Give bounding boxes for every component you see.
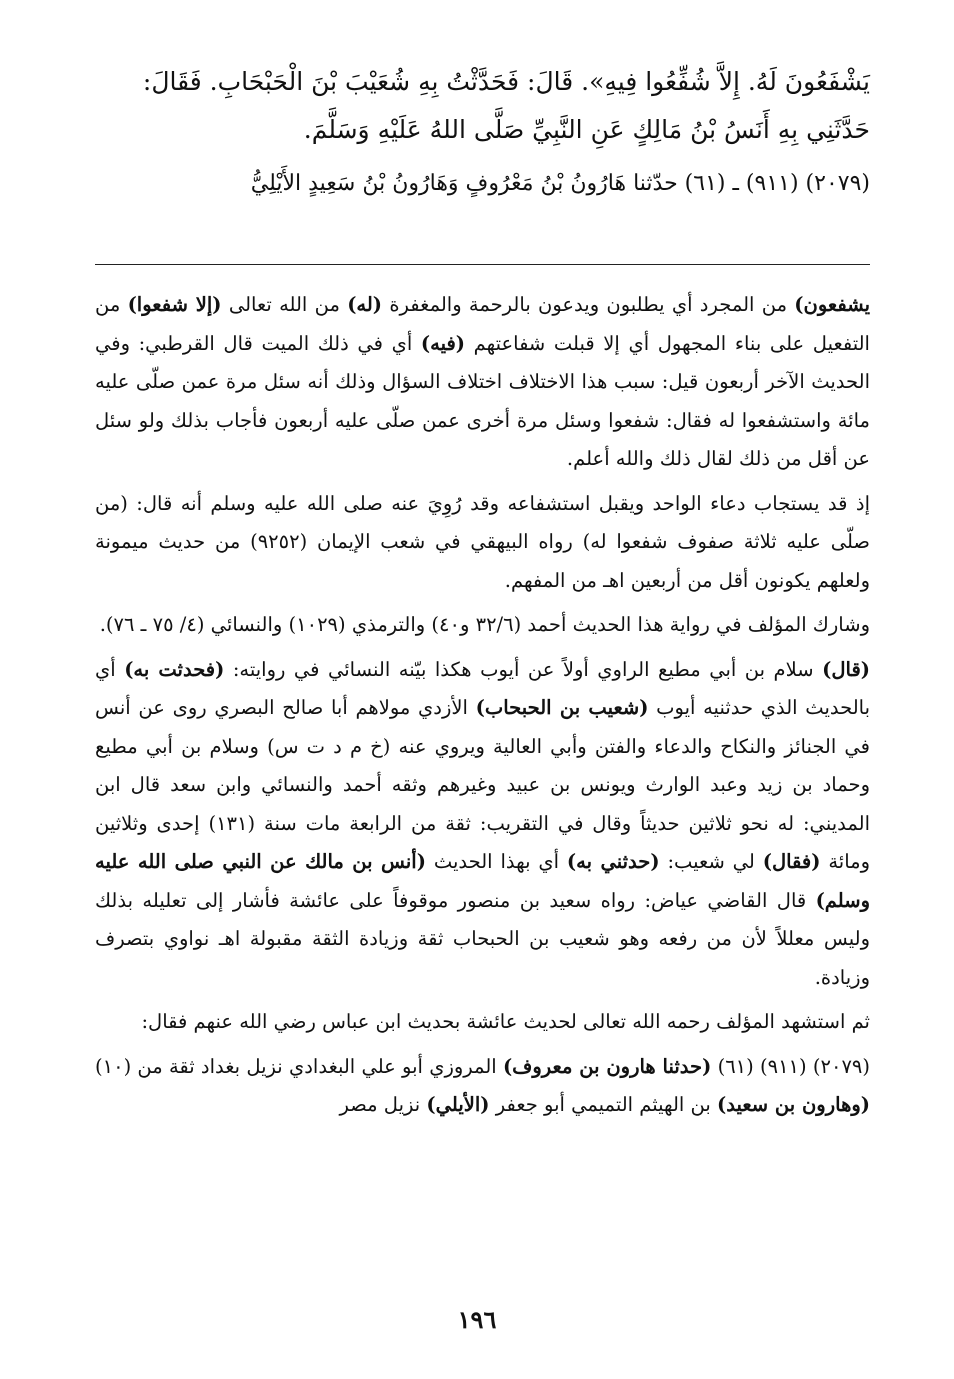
book-page [95,58,870,1348]
bold-term: (حدثنا هارون بن معروف) [502,1054,712,1078]
bold-term: (الأيلي) [426,1093,490,1116]
commentary-text: ثم استشهد المؤلف رحمه الله تعالى لحديث عائشة بحديث ابن عباس رضي الله عنهم فقال: [141,1010,870,1033]
commentary-text: من التفعيل على بناء المجهول أي إلا قبلت شفاعتهم [95,293,870,355]
commentary-text: نزيل مصر [339,1093,427,1116]
commentary-text: أي في ذلك الميت قال القرطبي: وفي الحديث الآخر أربعون قيل: سبب هذا الاختلاف اختلاف السؤال وذلك أنه سئل مرة عمن صلّى عليه مائة واستشفعوا له فقال: شفعوا وسئل مرة أخرى عمن صلّى عليه أربعون فأجاب بذلك ولو سئل عن أقل من ذلك لقال ذلك والله أعلم. [95,331,870,470]
bold-term: (وهارون بن سعيد) [717,1093,870,1116]
bold-term: (فقال) [762,850,821,873]
commentary-text: من الله تعالى [221,293,348,316]
commentary-text: من المجرد أي يطلبون ويدعون بالرحمة والمغفرة [382,293,795,316]
bold-term: (حدثني به) [566,850,660,873]
hadith-line-1: يَشْفَعُونَ لَهُ. إِلاَّ شُفِّعُوا فِيهِ». قَالَ: فَحَدَّثْتُ بِهِ شُعَيْبَ بْنَ الْحَبْحَابِ. فَقَالَ: [142,67,870,96]
commentary-text: أي بهذا الحديث [425,850,567,873]
commentary-text: قال القاضي عياض: رواه سعيد بن منصور موقوفاً على عائشة فأشار إلى تعليله بذلك وليس معللاً لأن من رفعه وهو شعيب بن الحبحاب ثقة وزيادة الثقة مقبولة اهـ نواوي بتصرف وزيادة. [95,888,870,989]
hadith-line-3: (٢٠٧٩) (٩١١) ـ (٦١) حدّثنا هَارُونُ بْنُ مَعْرُوفٍ وَهَارُونُ بْنُ سَعِيدٍ الأَيْلِيُّ [250,171,870,196]
hadith-text [95,58,870,208]
commentary-paragraph [95,1003,870,1042]
commentary-text: لي شعيب: [659,850,763,873]
bold-term: (فيه) [420,331,466,355]
bold-term: (أنس بن مالك عن النبي صلى الله عليه وسلم) [95,850,870,912]
commentary-text: أي بالحديث الذي حدثنيه أيوب [95,657,870,719]
page-number: ١٩٦ [457,1305,497,1334]
bold-term: (فحدثت به) [124,657,225,681]
bold-term: يشفعون) [794,293,871,316]
bold-term: (إلا شفعوا) [127,293,222,316]
commentary-paragraph [95,651,870,998]
commentary-paragraph [95,606,870,645]
commentary-text: وشارك المؤلف في رواية هذا الحديث أحمد (٣٢/٦ و٤٠) والترمذي (١٠٢٩) والنسائي (٤/ ٧٥ ـ ٧٦). [99,613,870,636]
bold-term: (شعيب بن الحبحاب) [475,696,649,719]
commentary-text: المروزي أبو علي البغدادي نزيل بغداد ثقة من (١٠) [95,1054,503,1078]
commentary-text: إذ قد يستجاب دعاء الواحد ويقبل استشفاعه وقد رُوِيَ عنه صلى الله عليه وسلم أنه قال: (من صلّى عليه ثلاثة صفوف شفعوا له) رواه البيهقي في شعب الإيمان (٩٢٥٢) من حديث ميمونة ولعلهم يكونون أقل من أربعين اهـ من المفهم. [95,491,870,592]
commentary-paragraph [95,485,870,601]
bold-term: (قال) [822,657,870,681]
commentary-text: الأزدي مولاهم أبا صالح البصري روى عن أنس في الجنائز والنكاح والدعاء والفتن وأبي العالية ويروي عنه (خ م د ت س) وسلام بن أبي مطيع وحماد بن زيد وعبد الوارث ويونس بن عبيد وغيرهم وثقه أحمد والنسائي وابن سعد قال ابن المديني: له نحو ثلاثين حديثاً وقال في التقريب: ثقة من الرابعة مات سنة (١٣١) إحدى وثلاثين ومائة [95,696,871,873]
commentary-text: بن الهيثم التميمي أبو جعفر [489,1093,718,1116]
separator-line [95,264,870,265]
commentary-paragraph [95,1048,870,1125]
hadith-line-2: حَدَّثَنِي بِهِ أَنَسُ بْنُ مَالِكٍ عَنِ النَّبِيِّ صَلَّى اللهُ عَلَيْهِ وَسَلَّمَ. [303,115,870,144]
commentary-paragraph [95,286,870,479]
commentary [95,286,870,1131]
commentary-text: (٢٠٧٩) (٩١١) (٦١) [711,1054,871,1078]
commentary-text: سلام بن أبي مطيع الراوي أولاً عن أيوب هكذا بيّنه النسائي في روايته: [224,657,823,681]
bold-term: (له) [347,293,383,316]
